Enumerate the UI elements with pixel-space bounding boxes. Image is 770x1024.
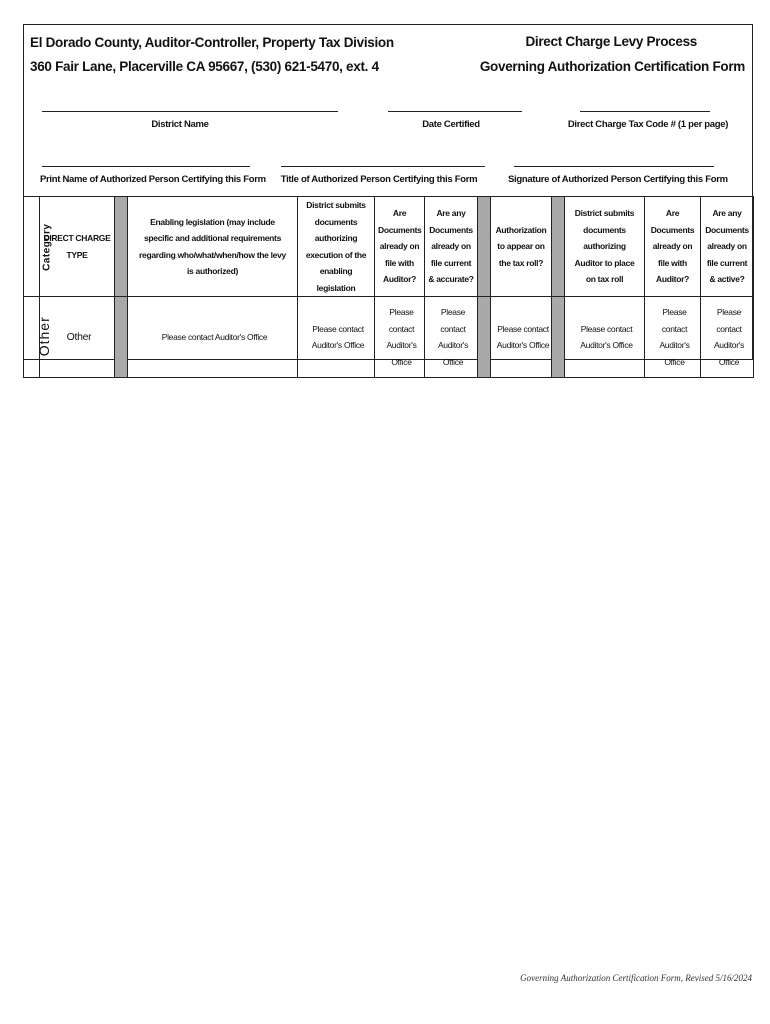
district-submits-cell: Please contact Auditor's Office	[298, 297, 375, 378]
tax-code-field[interactable]	[580, 111, 710, 112]
docs-current-active-cell: Please contact Auditor's Office	[701, 297, 754, 378]
title-label: Title of Authorized Person Certifying this Form	[280, 174, 478, 185]
levy-table	[23, 196, 754, 378]
legislation-cell: Please contact Auditor's Office	[128, 297, 298, 378]
table-header-row	[24, 197, 754, 297]
district-name-field[interactable]	[42, 111, 338, 112]
tax-code-label: Direct Charge Tax Code # (1 per page)	[567, 119, 729, 130]
category-cell	[24, 297, 52, 378]
print-name-field[interactable]	[42, 166, 250, 167]
docs-on-file-cell: Please contact Auditor's Office	[375, 297, 425, 378]
shaded-divider	[552, 297, 565, 378]
signature-label: Signature of Authorized Person Certifying this Form	[508, 174, 728, 185]
footer-revision: Governing Authorization Certification Form, Revised 5/16/2024	[520, 973, 752, 983]
category-header-label: Category	[41, 223, 53, 271]
district-submits-auditor-header: District submits documents authorizing Auditor to place on tax roll	[565, 197, 645, 297]
docs-current-active-header: Are any Documents already on file current & active?	[701, 197, 754, 297]
legislation-header: Enabling legislation (may include specific and additional requirements regarding who/what/when/how the levy is authorized)	[128, 197, 298, 297]
date-certified-field[interactable]	[388, 111, 522, 112]
district-submits-auditor-cell: Please contact Auditor's Office	[565, 297, 645, 378]
shaded-divider	[552, 197, 565, 297]
table-row	[24, 297, 754, 378]
county-title: El Dorado County, Auditor-Controller, Property Tax Division	[30, 35, 394, 50]
type-header: DIRECT CHARGE TYPE	[40, 197, 115, 297]
county-address: 360 Fair Lane, Placerville CA 95667, (530) 621-5470, ext. 4	[30, 59, 379, 74]
form-process-title: Direct Charge Levy Process	[525, 34, 697, 49]
signature-field[interactable]	[514, 166, 714, 167]
district-name-label: District Name	[151, 119, 209, 130]
shaded-divider	[115, 297, 128, 378]
category-value: Other	[35, 315, 52, 357]
shaded-divider	[478, 297, 491, 378]
district-submits-header: District submits documents authorizing execution of the enabling legislation	[298, 197, 375, 297]
shaded-divider	[115, 197, 128, 297]
docs-on-file-header: Are Documents already on file with Auditor?	[375, 197, 425, 297]
authorization-header: Authorization to appear on the tax roll?	[491, 197, 552, 297]
print-name-label: Print Name of Authorized Person Certifying this Form	[40, 174, 266, 185]
docs-on-file-2-header: Are Documents already on file with Auditor?	[645, 197, 701, 297]
form-title: Governing Authorization Certification Form	[479, 59, 745, 74]
title-field[interactable]	[281, 166, 485, 167]
docs-current-header: Are any Documents already on file current & accurate?	[425, 197, 478, 297]
date-certified-label: Date Certified	[422, 119, 480, 130]
docs-current-cell: Please contact Auditor's Office	[425, 297, 478, 378]
category-header	[24, 197, 53, 297]
docs-on-file-2-cell: Please contact Auditor's Office	[645, 297, 701, 378]
shaded-divider	[478, 197, 491, 297]
type-cell: Other	[40, 297, 115, 378]
authorization-cell: Please contact Auditor's Office	[491, 297, 552, 378]
